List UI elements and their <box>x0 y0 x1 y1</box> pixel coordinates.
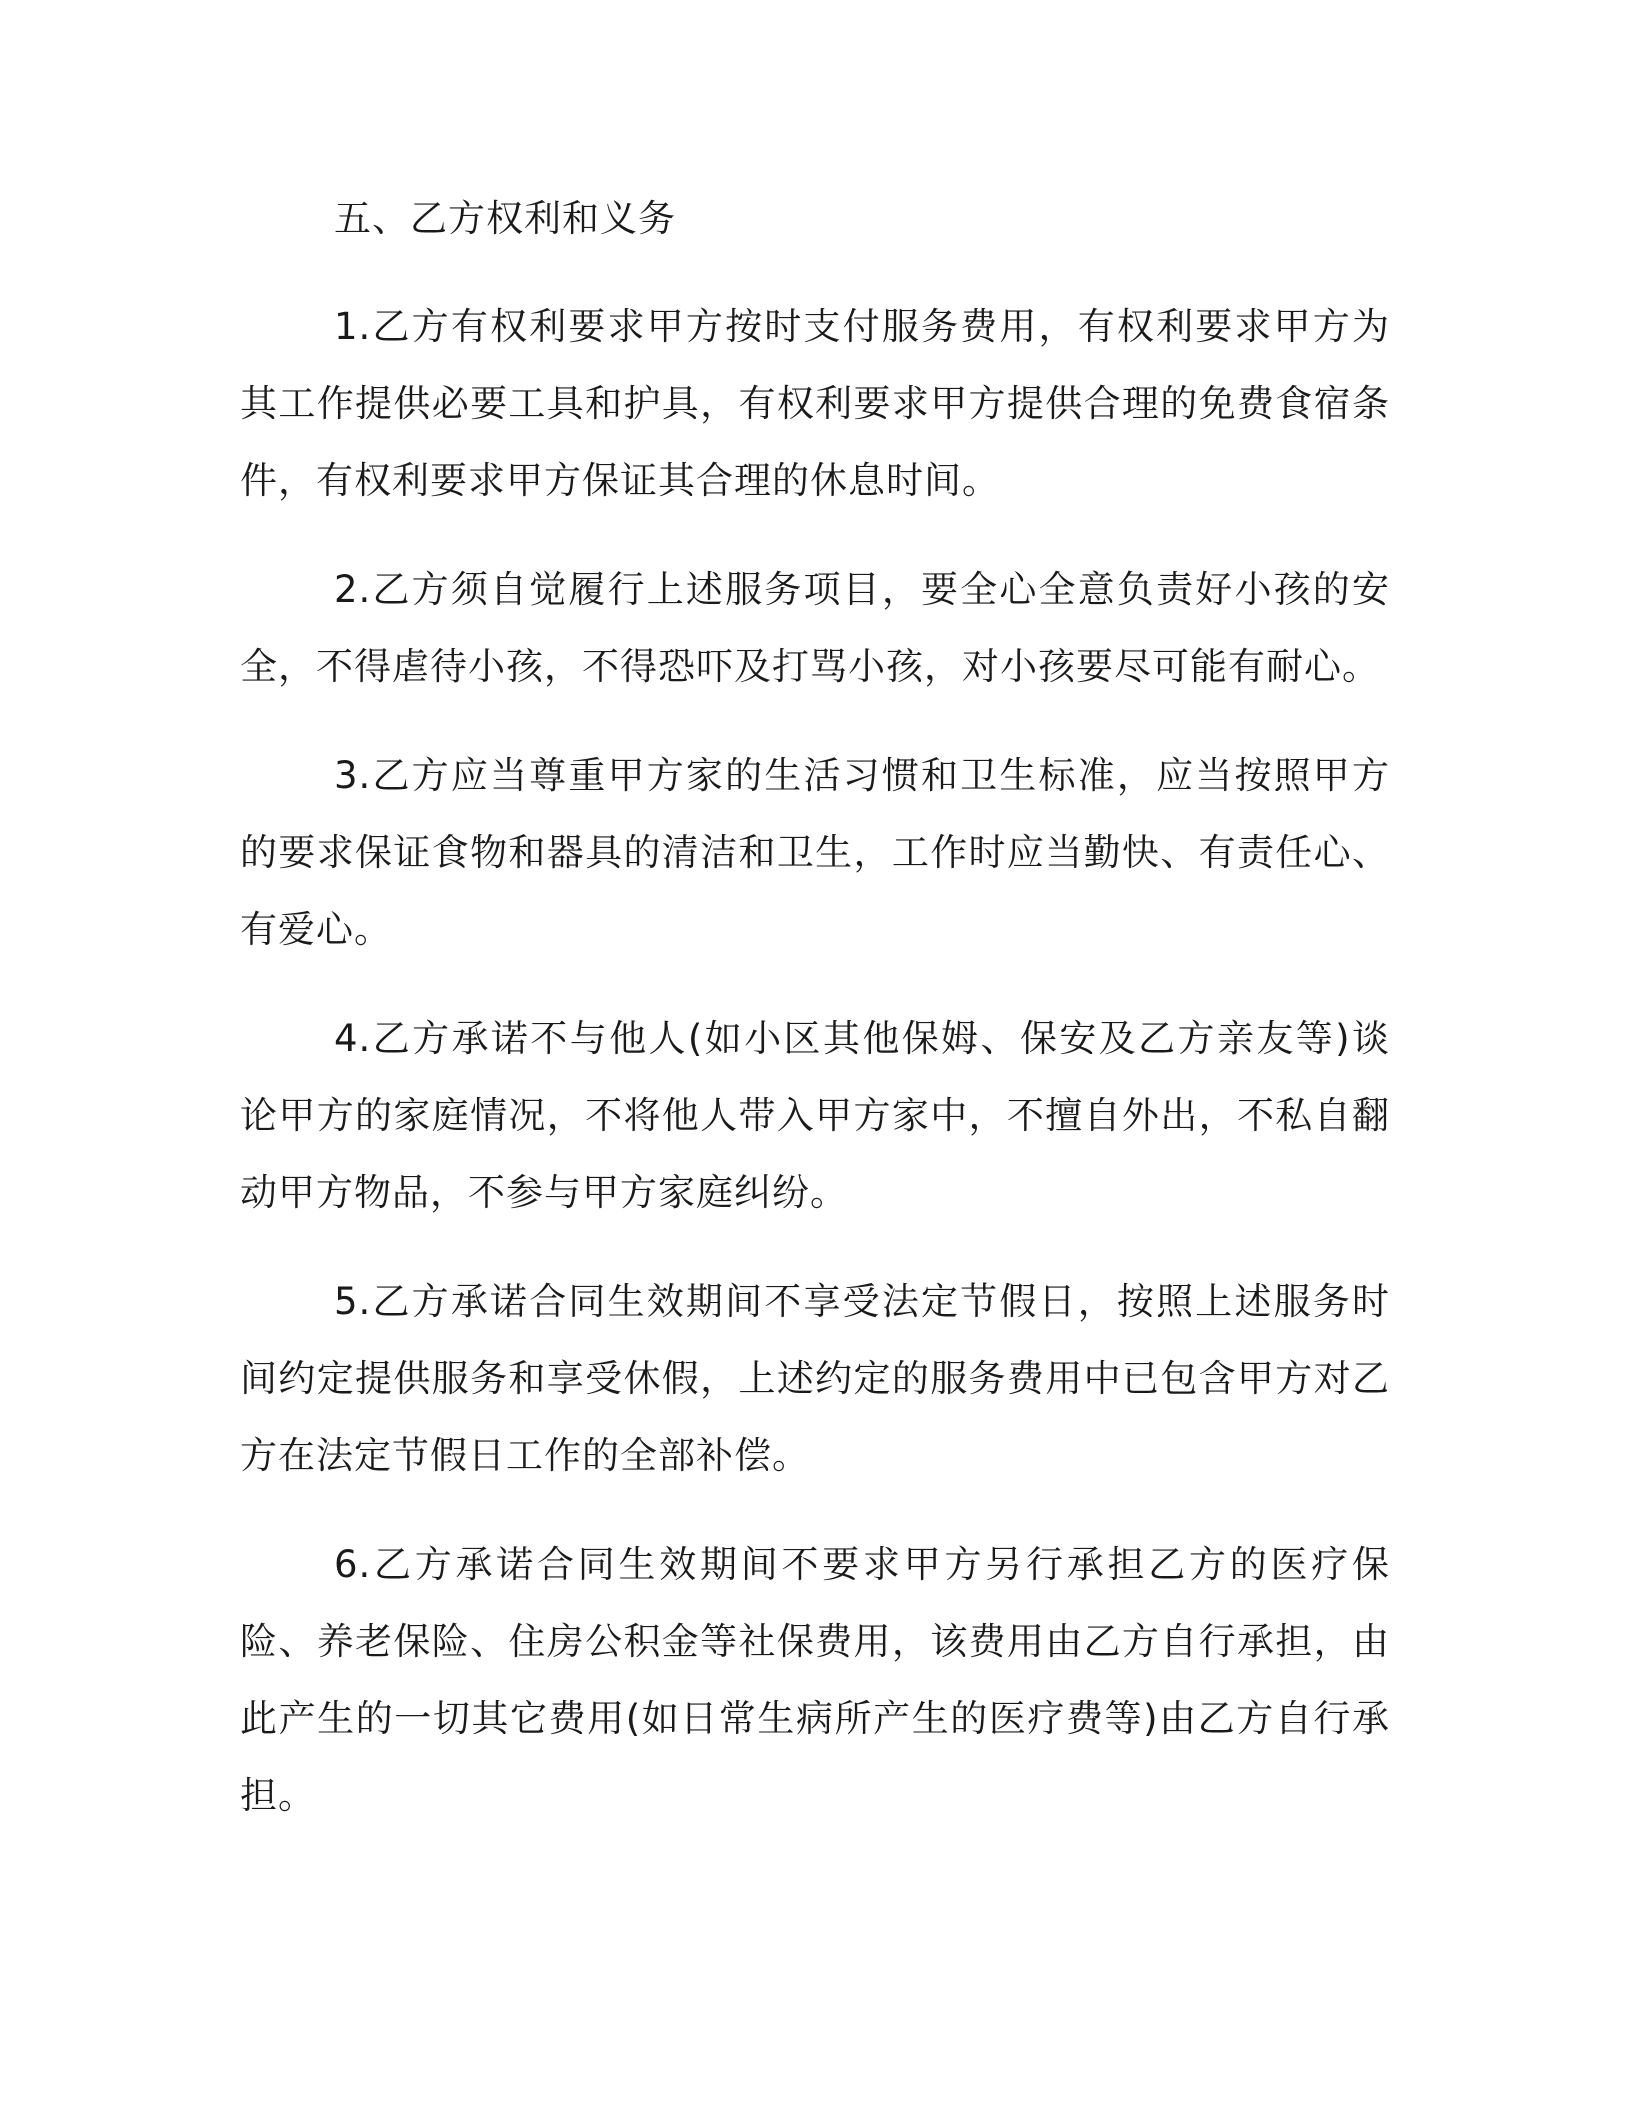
paragraph-1: 1.乙方有权利要求甲方按时支付服务费用，有权利要求甲方为其工作提供必要工具和护具，有权利要求甲方提供合理的免费食宿条件，有权利要求甲方保证其合理的休息时间。 <box>240 305 1390 502</box>
section-title: 五、乙方权利和义务 <box>334 197 676 240</box>
paragraph-2: 2.乙方须自觉履行上述服务项目，要全心全意负责好小孩的安全，不得虐待小孩，不得恐吓及打骂小孩，对小孩要尽可能有耐心。 <box>240 568 1390 688</box>
paragraph-3: 3.乙方应当尊重甲方家的生活习惯和卫生标准，应当按照甲方的要求保证食物和器具的清洁和卫生，工作时应当勤快、有责任心、有爱心。 <box>240 754 1390 951</box>
paragraph-4: 4.乙方承诺不与他人(如小区其他保姆、保安及乙方亲友等)谈论甲方的家庭情况，不将他人带入甲方家中，不擅自外出，不私自翻动甲方物品，不参与甲方家庭纠纷。 <box>240 1017 1390 1214</box>
paragraph-5: 5.乙方承诺合同生效期间不享受法定节假日，按照上述服务时间约定提供服务和享受休假，上述约定的服务费用中已包含甲方对乙方在法定节假日工作的全部补偿。 <box>240 1280 1390 1477</box>
document-body <box>240 180 1390 1866</box>
paragraph-6: 6.乙方承诺合同生效期间不要求甲方另行承担乙方的医疗保险、养老保险、住房公积金等社保费用，该费用由乙方自行承担，由此产生的一切其它费用(如日常生病所产生的医疗费等)由乙方自行承担。 <box>240 1543 1390 1817</box>
